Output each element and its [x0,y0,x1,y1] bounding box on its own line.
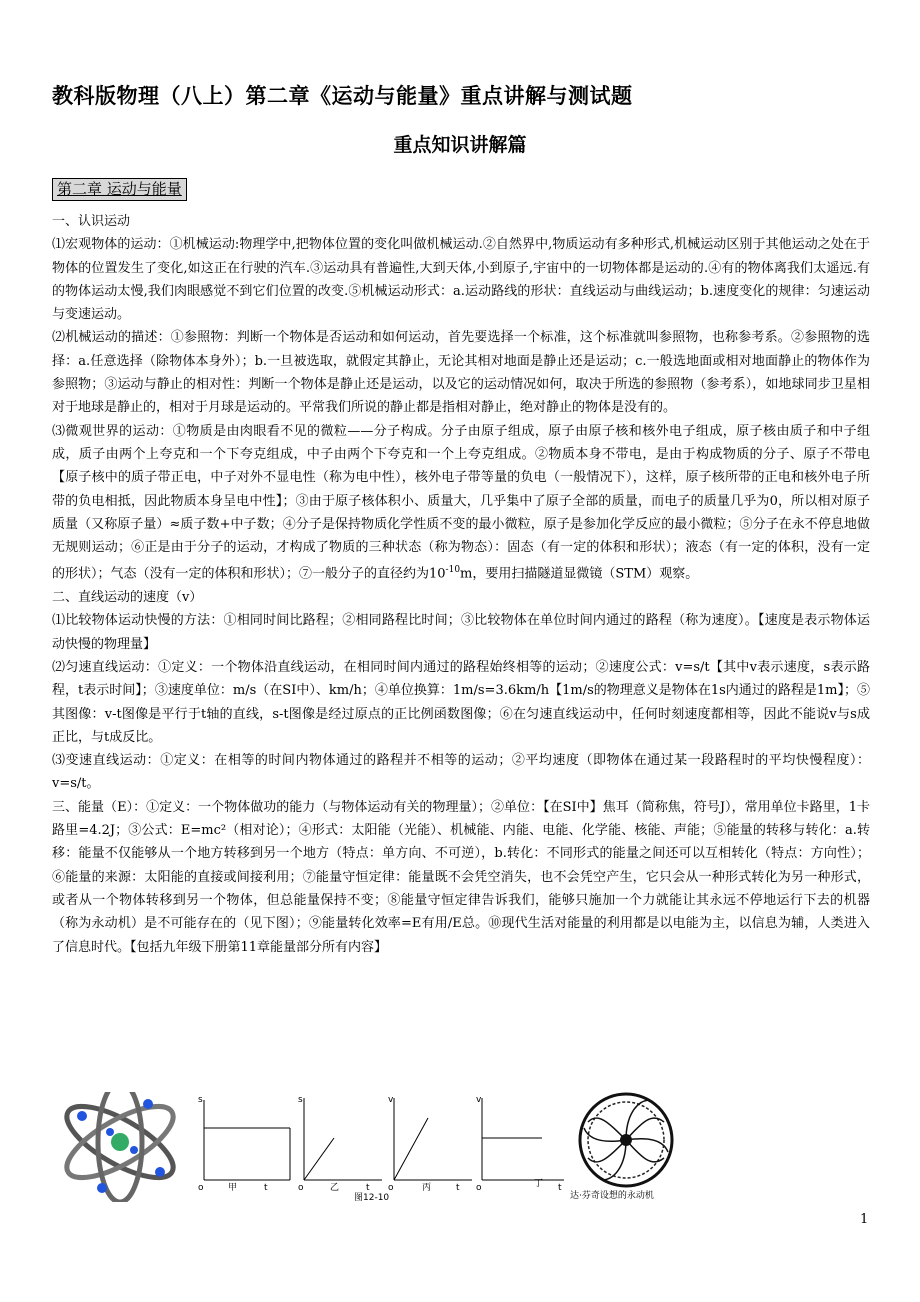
graph-jia-origin: o [198,1183,204,1193]
graph-bing-axis-y: v [388,1095,394,1105]
atom-model-image [57,1092,183,1202]
document-title: 教科版物理（八上）第二章《运动与能量》重点讲解与测试题 [52,84,633,108]
graph-jia [198,1095,290,1193]
section-heading-2: 二、直线运动的速度（v） [52,590,203,606]
paragraph-uniform-motion: ⑵匀速直线运动：①定义：一个物体沿直线运动，在相同时间内通过的路程始终相等的运动；②速度公式：v=s/t【其中v表示速度，s表示路程，t表示时间】；③速度单位：m/s（在SI中）、km/h；④单位换算：1m/s=3.6km/h【1m/s的物理意义是物体在1s内通过的路程是1m】；⑤其图像：v-t图像是平行于t轴的直线，s-t图像是经过原点的正比例函数图像；⑥在匀速直线运动中，任何时刻速度都相等，因此不能说v与s成正比，与t成反比。 [52,659,870,745]
graph-yi-axis-t: t [366,1183,370,1193]
graph-bing [388,1095,472,1193]
graph-yi-axis-y: s [298,1095,303,1105]
graph-yi [298,1095,382,1193]
graph-jia-label: 甲 [228,1183,238,1193]
paragraph-compare-speed: ⑴比较物体运动快慢的方法：①相同时间比路程；②相同路程比时间；③比较物体在单位时间内通过的路程（称为速度）。【速度是表示物体运动快慢的物理量】 [52,613,870,652]
micro-world-text: ⑶微观世界的运动：①物质是由肉眼看不见的微粒——分子构成。分子由原子组成，原子由原子核和核外电子组成，原子核由质子和中子组成，质子由两个上夸克和一个下夸克组成，中子由两个下夸克和一个上夸克组成。②物质本身不带电，是由于构成物质的分子、原子不带电【原子核中的质子带正电，中子对外不显电性（称为电中性），核外电子带等量的负电（一般情况下），这样，原子核所带的正电和核外电子所带的负电相抵，因此物质本身呈电中性】；③由于原子核体积小、质量大，几乎集中了原子全部的质量，而电子的质量几乎为0，所以相对原子质量（又称原子量）≈质子数+中子数；④分子是保持物质化学性质不变的最小微粒，原子是参加化学反应的最小微粒；⑤分子在永不停息地做无规则运动；⑥正是由于分子的运动，才构成了物质的三种状态（称为物态）：固态（有一定的体积和形状）；液态（有一定的体积，没有一定的形状）；气态（没有一定的体积和形状）；⑦一般分子的直径约为10 [52,423,870,582]
micro-world-tail: m，要用扫描隧道显微镜（STM）观察。 [460,566,699,582]
page-number: 1 [860,1212,869,1227]
graph-bing-label: 丙 [422,1183,432,1193]
graph-ding-label: 丁 [534,1179,544,1189]
section-heading-1: 一、认识运动 [52,214,131,229]
paragraph-variable-motion: ⑶变速直线运动：①定义：在相等的时间内物体通过的路程并不相等的运动；②平均速度（即物体在通过某一段路程时的平均快慢程度）：v=s/t。 [52,753,870,792]
graph-ding [476,1095,564,1193]
paragraph-motion-description: ⑵机械运动的描述：①参照物：判断一个物体是否运动和如何运动，首先要选择一个标准，这个标准就叫参照物，也称参考系。②参照物的选择：a.任意选择（除物体本身外）；b.一旦被选取，就假定其静止，无论其相对地面是静止还是运动；c.一般选地面或相对地面静止的物体作为参照物；③运动与静止的相对性：判断一个物体是静止还是运动，以及它的运动情况如何，取决于所选的参照物（参考系），如地球同步卫星相对于地球是静止的，相对于月球是运动的。平常我们所说的静止都是指相对静止，绝对静止的物体是没有的。 [52,330,870,416]
graph-ding-origin: o [476,1183,482,1193]
graph-ding-axis-t: t [558,1183,562,1193]
graph-yi-origin: o [298,1183,304,1193]
paragraph-micro-world [52,420,870,586]
machine-caption: 达·芬奇设想的永动机 [570,1191,654,1201]
body-text [52,210,870,959]
graph-yi-label: 乙 [330,1183,340,1193]
graph-jia-axis-y: s [198,1095,203,1105]
exponent: -10 [445,565,461,576]
chapter-heading-text: 第二章 运动与能量 [57,180,182,198]
perpetual-motion-machine-image [570,1094,672,1201]
figure-strip [52,1092,870,1202]
paragraph-macro-motion: ⑴宏观物体的运动：①机械运动:物理学中,把物体位置的变化叫做机械运动.②自然界中,物质运动有多种形式,机械运动区别于其他运动之处在于物体的位置发生了变化,如这正在行驶的汽车.③运动具有普遍性,大到天体,小到原子,宇宙中的一切物体都是运动的.④有的物体离我们太遥远.有的物体运动太慢,我们肉眼感觉不到它们位置的改变.⑤机械运动形式：a.运动路线的形状：直线运动与曲线运动；b.速度变化的规律：匀速运动与变速运动。 [52,237,870,323]
paragraph-energy: 三、能量（E）：①定义：一个物体做功的能力（与物体运动有关的物理量）；②单位：【在SI中】焦耳（简称焦，符号J），常用单位卡路里，1卡路里=4.2J；③公式：E=mc²（相对论）；④形式：太阳能（光能）、机械能、内能、电能、化学能、核能、声能；⑤能量的转移与转化：a.转移：能量不仅能够从一个地方转移到另一个地方（特点：单方向、不可逆），b.转化：不同形式的能量之间还可以互相转化（特点：方向性）；⑥能量的来源：太阳能的直接或间接利用；⑦能量守恒定律：能量既不会凭空消失，也不会凭空产生，它只会从一种形式转化为另一种形式，或者从一个物体转移到另一个物体，但总能量保持不变；⑧能量守恒定律告诉我们，能够只施加一个力就能让其永远不停地运行下去的机器（称为永动机）是不可能存在的（见下图）；⑨能量转化效率=E有用/E总。⑩现代生活对能量的利用都是以电能为主，以信息为辅，人类进入了信息时代。【包括九年级下册第11章能量部分所有内容】 [52,799,870,955]
graph-bing-origin: o [388,1183,394,1193]
figure-caption: 图12-10 [354,1193,390,1202]
chapter-heading [52,178,187,201]
graph-bing-axis-t: t [456,1183,460,1193]
section-subtitle: 重点知识讲解篇 [393,134,527,156]
graph-ding-axis-y: v [476,1095,482,1105]
graph-jia-axis-t: t [264,1183,268,1193]
